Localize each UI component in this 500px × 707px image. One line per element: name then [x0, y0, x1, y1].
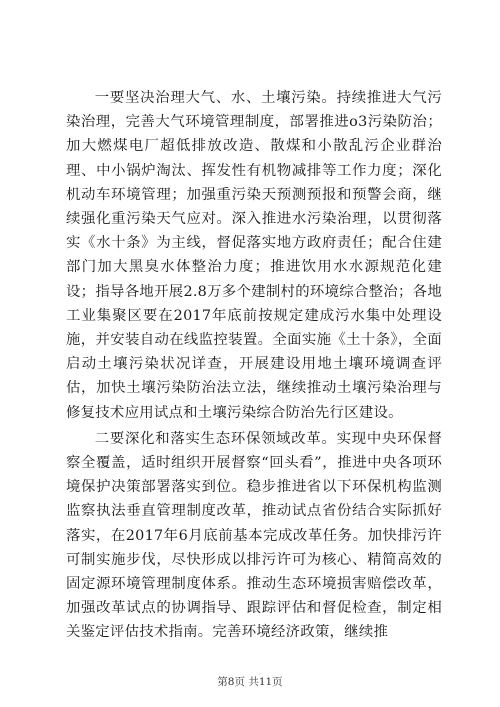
paragraph-2: 二要深化和落实生态环保领域改革。实现中央环保督察全覆盖，适时组织开展督察“回头看”，推进中央各项环境保护决策部署落实到位。稳步推进省以下环保机构监测监察执法垂直管理制度改革，推动试点省份结合实际抓好落实，在2017年6月底前基本完成改革任务。加快排污许可制实施步伐，尽快形成以排污许可为核心、精简高效的固定源环境管理制度体系。推动生态环境损害赔偿改革，加强改革试点的协调指导、跟踪评估和督促检查，制定相关鉴定评估技术指南。完善环境经济政策，继续推: [66, 430, 442, 641]
page-footer: 第8页 共11页: [217, 676, 283, 688]
document-body: [66, 86, 442, 645]
paragraph-1: 一要坚决治理大气、水、土壤污染。持续推进大气污染治理，完善大气环境管理制度，部署推进o3污染防治；加大燃煤电厂超低排放改造、散煤和小散乱污企业群治理、中小锅炉淘汰、挥发性有机物减排等工作力度；深化机动车环境管理；加强重污染天预测预报和预警会商，继续强化重污染天气应对。深入推进水污染治理，以贯彻落实《水十条》为主线，督促落实地方政府责任；配合住建部门加大黑臭水体整治力度；推进饮用水水源规范化建设；指导各地开展2.8万多个建制村的环境综合整治；各地工业集聚区要在2017年底前按规定建成污水集中处理设施，并安装自动在线监控装置。全面实施《土十条》，全面启动土壤污染状况详查，开展建设用地土壤环境调查评估，加快土壤污染防治法立法，继续推动土壤污染治理与修复技术应用试点和土壤污染综合防治先行区建设。: [66, 90, 442, 421]
